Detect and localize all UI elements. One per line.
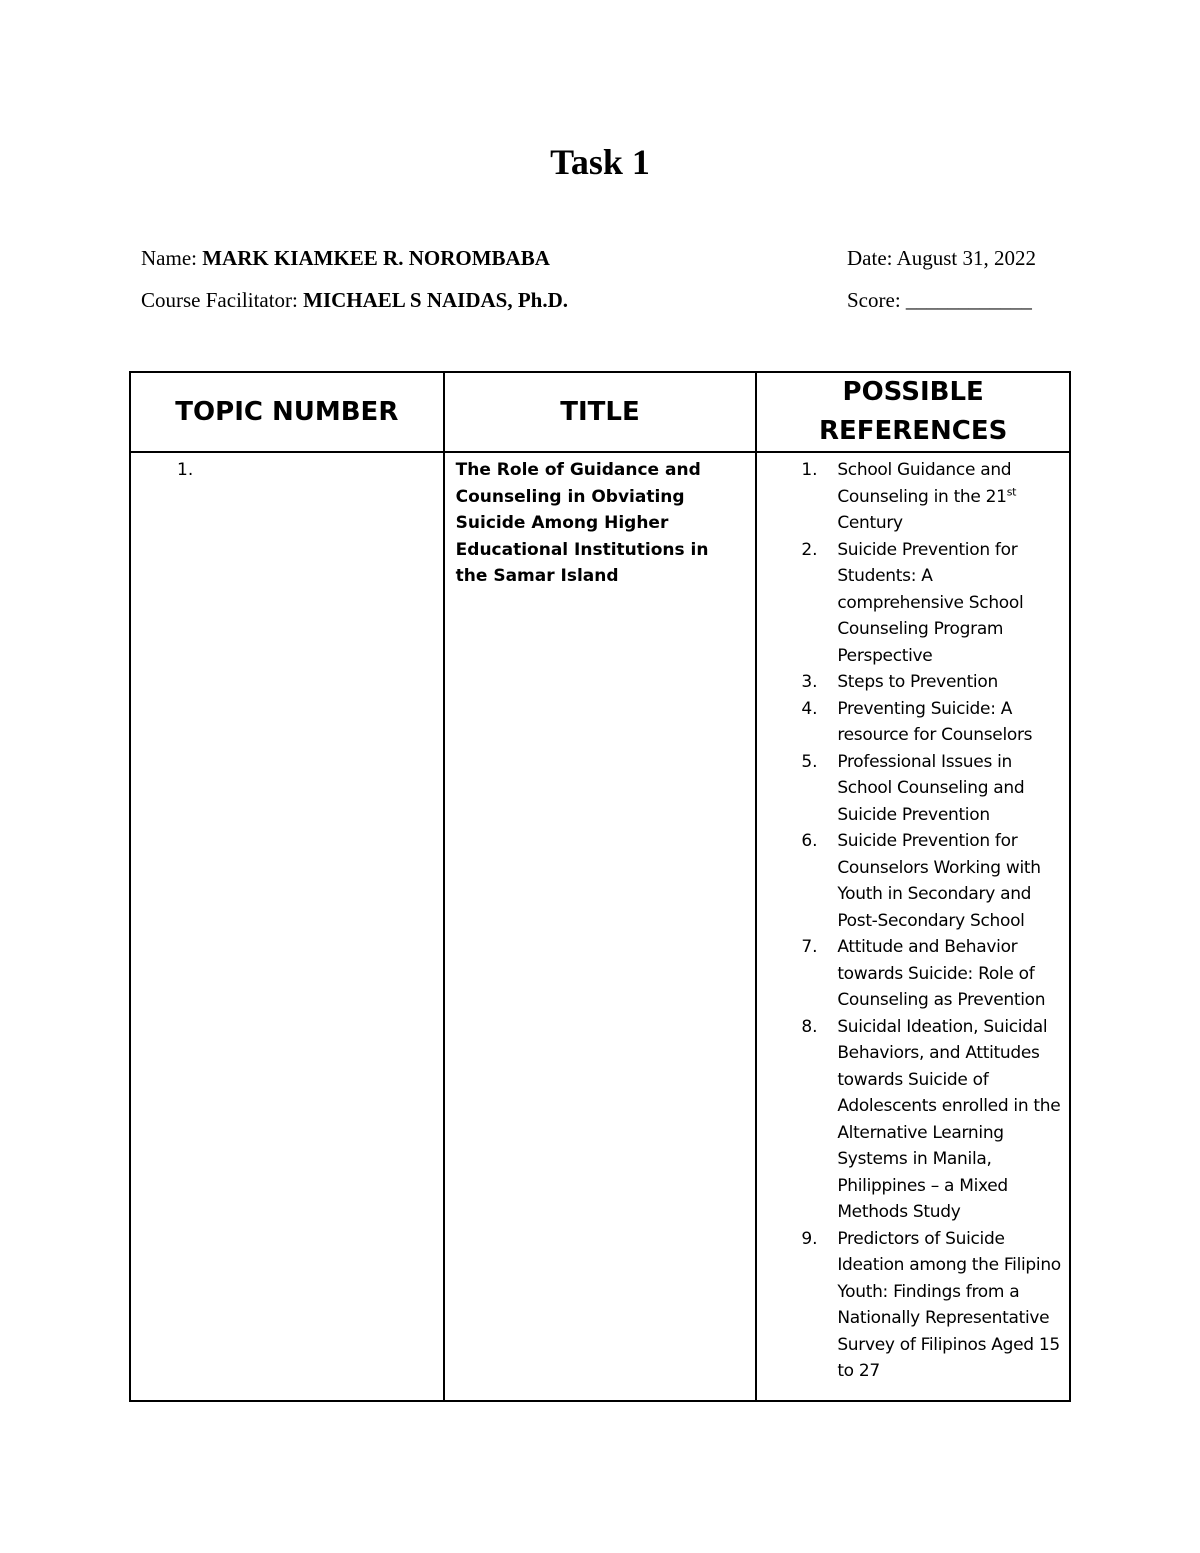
- reference-number: 1.: [801, 460, 818, 480]
- table-row: [130, 452, 1070, 1401]
- list-item: [757, 749, 1061, 829]
- reference-superscript: st: [1006, 484, 1017, 498]
- list-item: [757, 696, 1061, 749]
- reference-number: 9.: [801, 1228, 818, 1249]
- list-item: [757, 934, 1061, 1014]
- references-list: [757, 453, 1069, 1385]
- reference-number: 3.: [801, 672, 818, 692]
- table-header-row: [130, 372, 1070, 452]
- reference-text: School Guidance and Counseling in the 21: [837, 460, 1012, 507]
- name-label: Name:: [141, 246, 197, 270]
- reference-number: 8.: [801, 1016, 818, 1037]
- column-header-topic-number: TOPIC NUMBER: [130, 372, 444, 452]
- topics-table: [129, 371, 1071, 1402]
- reference-text: Suicide Prevention for Counselors Working with Youth in Secondary and Post-Secondary School: [837, 831, 1041, 931]
- reference-number: 6.: [801, 831, 818, 851]
- list-item: [757, 669, 1061, 696]
- reference-number: 5.: [801, 751, 818, 772]
- reference-number: 7.: [801, 937, 818, 957]
- facilitator-label: Course Facilitator:: [141, 288, 298, 312]
- topic-number-cell: [130, 452, 444, 1401]
- score-label: Score:: [847, 288, 901, 312]
- name-value: MARK KIAMKEE R. NOROMBABA: [202, 246, 550, 270]
- name-line: [141, 245, 550, 271]
- list-item: [757, 1226, 1061, 1385]
- reference-text-tail: Century: [837, 513, 903, 533]
- reference-number: 4.: [801, 698, 818, 719]
- reference-text: Preventing Suicide: A resource for Counselors: [837, 698, 1033, 745]
- date-value: August 31, 2022: [896, 246, 1037, 270]
- date-line: [847, 245, 1036, 271]
- list-item: [757, 1014, 1061, 1226]
- title-cell: [444, 452, 757, 1401]
- reference-text: Steps to Prevention: [837, 672, 998, 692]
- facilitator-line: [141, 287, 568, 313]
- list-item: [757, 457, 1061, 537]
- score-blank: ____________: [905, 288, 1032, 312]
- topic-number: 1.: [177, 460, 194, 480]
- reference-text: Professional Issues in School Counseling and Suicide Prevention: [837, 751, 1025, 825]
- date-label: Date:: [847, 246, 893, 270]
- topic-title: The Role of Guidance and Counseling in Obviating Suicide Among Higher Educational Institutions in the Samar Island: [455, 460, 709, 586]
- list-item: [757, 537, 1061, 670]
- column-header-possible-references: POSSIBLE REFERENCES: [756, 372, 1070, 452]
- reference-text: Predictors of Suicide Ideation among the Filipino Youth: Findings from a Nationally Representative Survey of Filipinos Aged 15 to 27: [837, 1228, 1061, 1381]
- references-cell: [756, 452, 1070, 1401]
- reference-text: Attitude and Behavior towards Suicide: Role of Counseling as Prevention: [837, 937, 1046, 1010]
- score-line: [847, 287, 1032, 313]
- list-item: [757, 828, 1061, 934]
- column-header-title: TITLE: [444, 372, 757, 452]
- page-title: Task 1: [550, 142, 650, 182]
- reference-number: 2.: [801, 539, 818, 560]
- facilitator-value: MICHAEL S NAIDAS, Ph.D.: [303, 288, 569, 312]
- reference-text: Suicide Prevention for Students: A comprehensive School Counseling Program Perspective: [837, 539, 1024, 666]
- reference-text: Suicidal Ideation, Suicidal Behaviors, and Attitudes towards Suicide of Adolescents enrolled in the Alternative Learning Systems in Manila, Philippines – a Mixed Methods Study: [837, 1016, 1061, 1222]
